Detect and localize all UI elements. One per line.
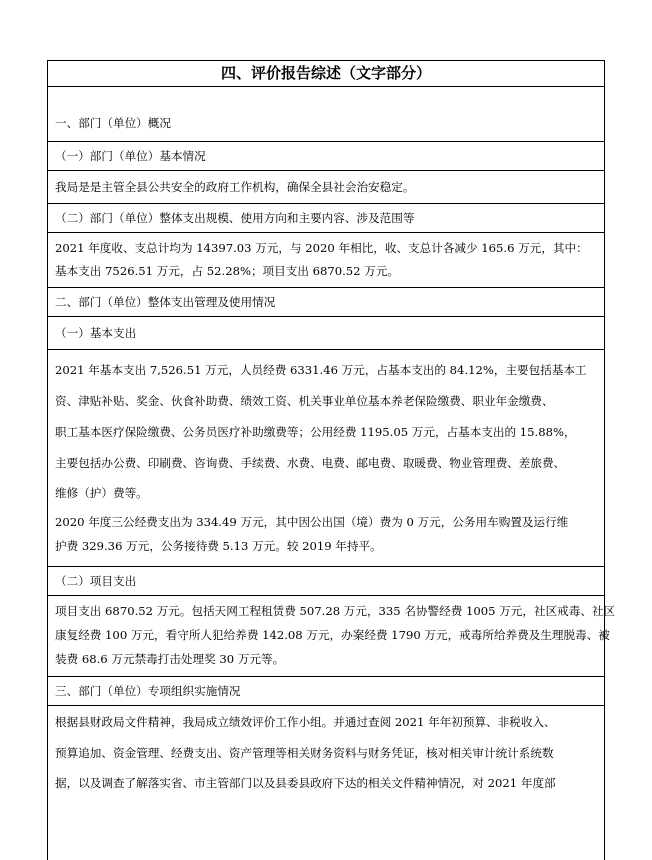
section-1-1-heading: （一）部门（单位）基本情况 [55,149,206,163]
section-2-2-heading: （二）项目支出 [55,574,137,588]
section-2-1-heading: （一）基本支出 [55,326,137,340]
section-2-1-p2-line1: 2020 年度三公经费支出为 334.49 万元，其中因公出国（境）费为 0 万元，公务用车购置及运行维 [55,515,569,529]
section-3-line3: 据，以及调查了解落实省、市主管部门以及县委县政府下达的相关文件精神情况，对 2021 年度部 [55,776,556,790]
section-2-1-p2-line2: 护费 329.36 万元，公务接待费 5.13 万元。较 2019 年持平。 [55,539,382,553]
section-2-2-line2: 康复经费 100 万元，看守所人犯给养费 142.08 万元，办案经费 1790 万元，戒毒所给养费及生理脱毒、被 [55,628,610,642]
section-2-1-p1-line5: 维修（护）费等。 [55,486,148,500]
section-1-1-text: 我局是是主管全县公共安全的政府工作机构，确保全县社会治安稳定。 [55,180,415,194]
section-3-heading: 三、部门（单位）专项组织实施情况 [55,684,241,698]
section-1-2-heading: （二）部门（单位）整体支出规模、使用方向和主要内容、涉及范围等 [55,211,415,225]
page-title: 四、评价报告综述（文字部分） [48,61,604,87]
section-2-heading: 二、部门（单位）整体支出管理及使用情况 [55,295,276,309]
section-1-2-text-line1: 2021 年度收、支总计均为 14397.03 万元，与 2020 年相比，收、支总计各减少 165.6 万元，其中： [55,241,588,255]
section-3-line1: 根据县财政局文件精神，我局成立绩效评价工作小组。并通过查阅 2021 年年初预算、非税收入、 [55,715,556,729]
section-2-1-p1-line1: 2021 年基本支出 7,526.51 万元，人员经费 6331.46 万元，占基本支出的 84.12%，主要包括基本工 [55,363,587,377]
section-2-2-line3: 装费 68.6 万元禁毒打击处理奖 30 万元等。 [55,652,285,666]
section-2-1-p1-line4: 主要包括办公费、印刷费、咨询费、手续费、水费、电费、邮电费、取暖费、物业管理费、差旅费、 [55,456,566,470]
section-2-2-line1: 项目支出 6870.52 万元。包括天网工程租赁费 507.28 万元，335 名协警经费 1005 万元，社区戒毒、社区 [55,604,616,618]
section-2-1-p1-line2: 资、津贴补贴、奖金、伙食补助费、绩效工资、机关事业单位基本养老保险缴费、职业年金缴费、 [55,394,554,408]
section-1-2-text-line2: 基本支出 7526.51 万元，占 52.28%；项目支出 6870.52 万元。 [55,264,400,278]
report-table [47,60,616,860]
section-1-heading: 一、部门（单位）概况 [55,116,171,130]
section-2-1-p1-line3: 职工基本医疗保险缴费、公务员医疗补助缴费等；公用经费 1195.05 万元，占基本支出的 15.88%， [55,425,576,439]
section-3-line2: 预算追加、资金管理、经费支出、资产管理等相关财务资料与财务凭证，核对相关审计统计系统数 [55,746,554,760]
